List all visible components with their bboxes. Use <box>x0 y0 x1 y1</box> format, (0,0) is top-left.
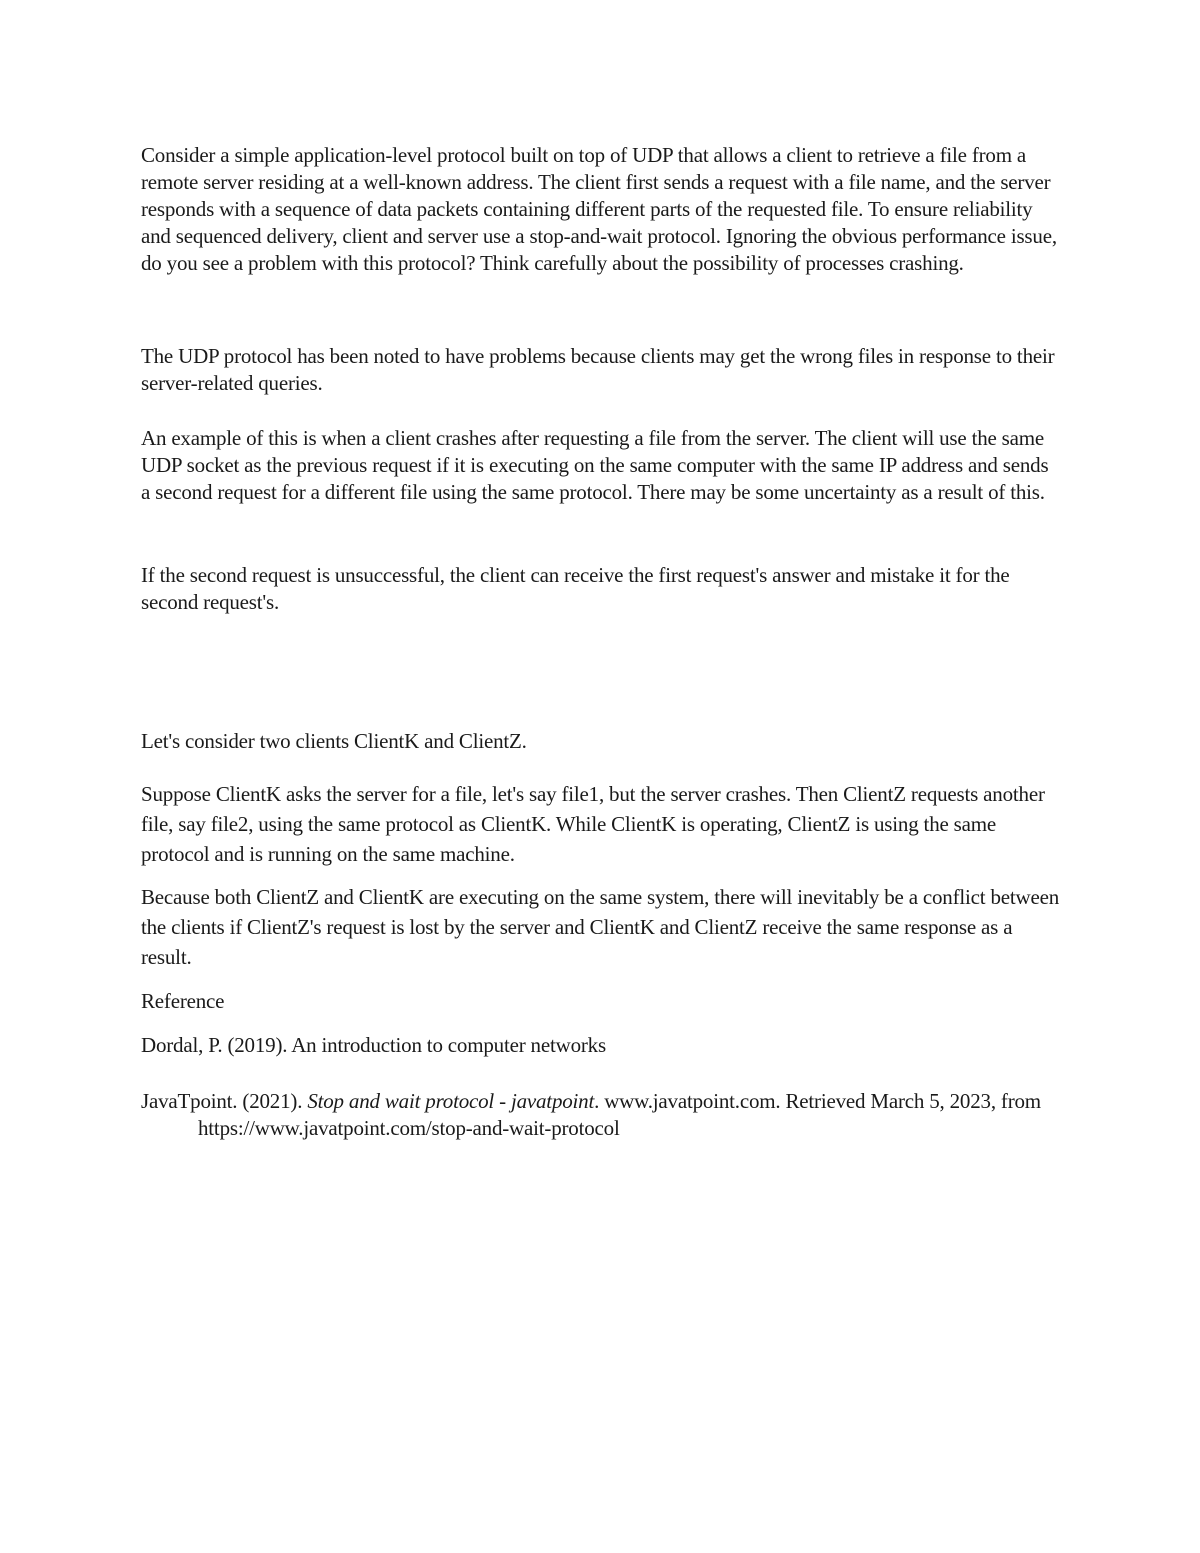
example-intro: Let's consider two clients ClientK and ClientZ. <box>141 729 527 753</box>
answer-paragraph-1: The UDP protocol has been noted to have problems because clients may get the wrong files in response to their server-related queries. <box>141 344 1055 395</box>
reference-heading: Reference <box>141 989 225 1013</box>
example-paragraph-1: Suppose ClientK asks the server for a file, let's say file1, but the server crashes. Then ClientZ requests another file, say file2, using the same protocol as ClientK. While ClientK is operating, ClientZ is using the same protocol and is running on the same machine. <box>141 782 1045 866</box>
reference-2-rest: . www.javatpoint.com. Retrieved March 5, 2023, from https://www.javatpoint.com/stop-and-wait-protocol <box>198 1089 1041 1140</box>
question-paragraph: Consider a simple application-level protocol built on top of UDP that allows a client to retrieve a file from a remote server residing at a well-known address. The client first sends a request with a file name, and the server responds with a sequence of data packets containing different parts of the requested file. To ensure reliability and sequenced delivery, client and server use a stop-and-wait protocol. Ignoring the obvious performance issue, do you see a problem with this protocol? Think carefully about the possibility of processes crashing. <box>141 143 1057 275</box>
answer-paragraph-3: If the second request is unsuccessful, the client can receive the first request's answer and mistake it for the second request's. <box>141 563 1010 614</box>
answer-paragraph-2: An example of this is when a client crashes after requesting a file from the server. The client will use the same UDP socket as the previous request if it is executing on the same computer with the same IP address and sends a second request for a different file using the same protocol. There may be some uncertainty as a result of this. <box>141 426 1049 504</box>
example-paragraph-2: Because both ClientZ and ClientK are executing on the same system, there will inevitably be a conflict between the clients if ClientZ's request is lost by the server and ClientK and ClientZ receive the same response as a result. <box>141 885 1060 969</box>
reference-entry-1: Dordal, P. (2019). An introduction to computer networks <box>141 1033 606 1057</box>
reference-2-author-year: JavaTpoint. (2021). <box>141 1089 308 1113</box>
reference-entry-2 <box>141 1088 1118 1142</box>
reference-2-title: Stop and wait protocol - javatpoint <box>307 1089 595 1113</box>
